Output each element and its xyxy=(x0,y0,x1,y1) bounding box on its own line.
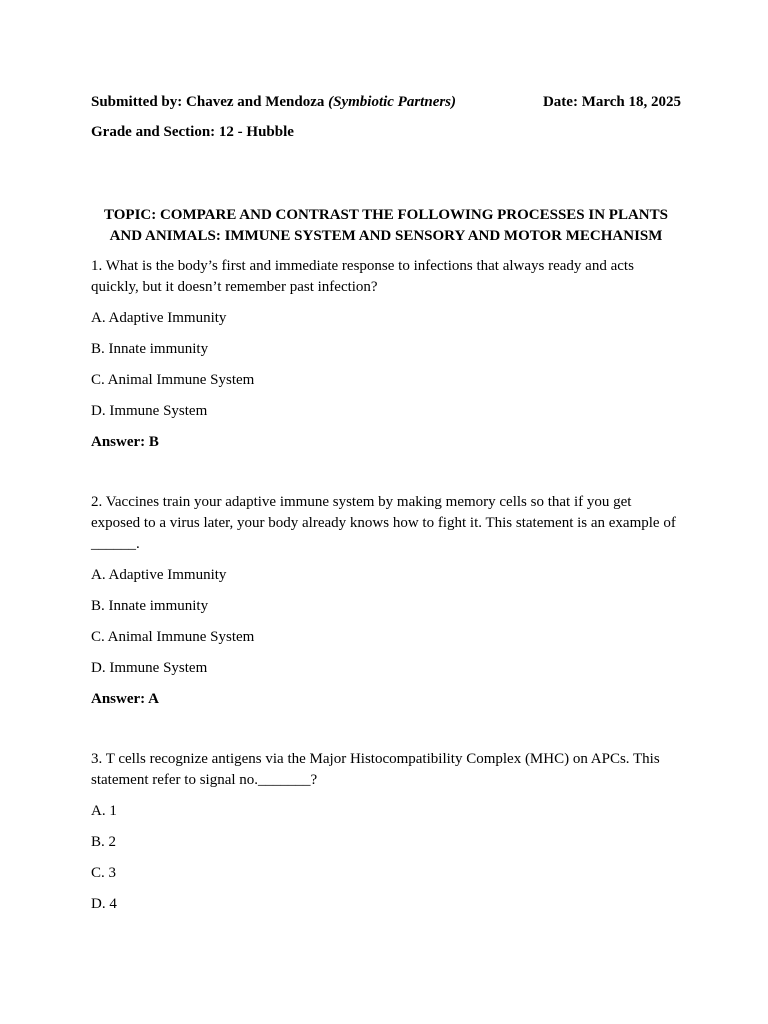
submission-date: Date: March 18, 2025 xyxy=(542,94,681,110)
option-item: D. 4 xyxy=(91,896,117,912)
spacer xyxy=(91,710,681,740)
answer-key: Answer: A xyxy=(91,691,159,707)
submitted-by xyxy=(91,92,456,113)
question-text: 1. What is the body’s first and immediate response to infections that always ready and acts quickly, but it doesn’t remember past infection? xyxy=(91,258,634,295)
option-item: A. 1 xyxy=(91,803,117,819)
option-item: A. Adaptive Immunity xyxy=(91,310,227,326)
option-item: D. Immune System xyxy=(91,660,208,676)
option-item: B. 2 xyxy=(91,834,117,850)
option-item: C. 3 xyxy=(91,865,117,881)
submitted-by-label: Submitted by: Chavez and Mendoza xyxy=(91,94,325,110)
document-page xyxy=(91,92,681,915)
topic-heading: TOPIC: COMPARE AND CONTRAST THE FOLLOWING PROCESSES IN PLANTS AND ANIMALS: IMMUNE SYSTEM AND SENSORY AND MOTOR MECHANISM xyxy=(104,207,668,244)
question-text: 3. T cells recognize antigens via the Major Histocompatibility Complex (MHC) on APCs. This statement refer to signal no._______? xyxy=(91,751,660,788)
header-row xyxy=(91,92,681,113)
answer-key: Answer: B xyxy=(91,434,159,450)
option-item: B. Innate immunity xyxy=(91,598,209,614)
option-item: A. Adaptive Immunity xyxy=(91,567,227,583)
grade-section: Grade and Section: 12 - Hubble xyxy=(91,124,294,140)
spacer xyxy=(91,453,681,483)
question-text: 2. Vaccines train your adaptive immune system by making memory cells so that if you get exposed to a virus later, your body already knows how to fight it. This statement is an example of ______. xyxy=(91,494,676,552)
group-name: (Symbiotic Partners) xyxy=(328,94,457,110)
option-item: B. Innate immunity xyxy=(91,341,209,357)
option-item: C. Animal Immune System xyxy=(91,372,255,388)
option-item: D. Immune System xyxy=(91,403,208,419)
option-item: C. Animal Immune System xyxy=(91,629,255,645)
